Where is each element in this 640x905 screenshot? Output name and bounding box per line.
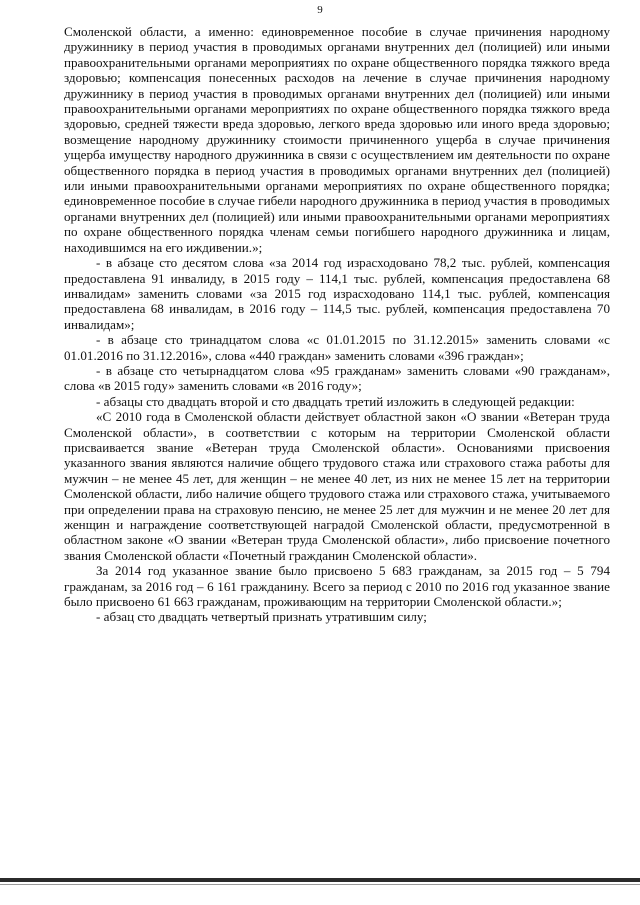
- paragraph-amendment-114: - в абзаце сто четырнадцатом слова «95 гражданам» заменить словами «90 гражданам», слова «в 2015 году» заменить словами «в 2016 году»;: [64, 362, 610, 394]
- paragraph-new-text-veteran: «С 2010 года в Смоленской области действует областной закон «О звании «Ветеран труда Смоленской области», в соответствии с которым на территории Смоленской области присваивается звание «Ветеран труда Смоленской области». Основаниями присвоения указанного звания являются наличие общего трудового стажа или страхового стажа работы для мужчин – не менее 45 лет, для женщин – не менее 40 лет, из них не менее 15 лет на территории Смоленской области, либо наличие общего трудового стажа или страхового стажа, учитываемого при определении права на страховую пенсию, не менее 25 лет для мужчин и не менее 20 лет для женщин и награждение соответствующей наградой Смоленской области, предусмотренной в областном законе «О звании «Ветеран труда Смоленской области», либо присвоение почетного звания Смоленской области «Почетный гражданин Смоленской области».: [64, 409, 610, 563]
- scan-edge-line-thin: [0, 884, 640, 885]
- paragraph-new-text-statistics: За 2014 год указанное звание было присвоено 5 683 гражданам, за 2015 год – 5 794 гражданам, за 2016 год – 6 161 гражданину. Всего за период с 2010 по 2016 год указанное звание было присвоено 61 663 гражданам, проживающим на территории Смоленской области.»;: [64, 563, 610, 610]
- page-number: 9: [317, 4, 323, 16]
- paragraph-amendment-113: - в абзаце сто тринадцатом слова «с 01.01.2015 по 31.12.2015» заменить словами «с 01.01.2016 по 31.12.2016», слова «440 граждан» заменить словами «396 граждан»;: [64, 332, 610, 363]
- scan-edge-line: [0, 878, 640, 882]
- paragraph-continuation: Смоленской области, а именно: единовременное пособие в случае причинения народному дружиннику в период участия в проводимых органами внутренних дел (полицией) или иными правоохранительными органами мероприятиях по охране общественного порядка тяжкого вреда здоровью; компенсация понесенных расходов на лечение в случае причинения народному дружиннику в период участия в проводимых органами внутренних дел (полицией) или иными правоохранительными органами мероприятиях по охране общественного порядка тяжкого вреда здоровью, средней тяжести вреда здоровью, легкого вреда здоровью или иного вреда здоровью; возмещение народному дружиннику стоимости причиненного ущерба в случае причинения ущерба имуществу народного дружинника в связи с осуществлением им деятельности по охране общественного порядка в период участия в проводимых органами внутренних дел (полицией) или иными правоохранительными органами мероприятиях по охране общественного порядка; единовременное пособие в случае гибели народного дружинника в период участия в проводимых органами внутренних дел (полицией) или иными правоохранительными органами мероприятиях по охране общественного порядка членам семьи погибшего народного дружинника и лицам, находившимся на его иждивении.»;: [64, 24, 610, 255]
- paragraph-amendment-110: - в абзаце сто десятом слова «за 2014 год израсходовано 78,2 тыс. рублей, компенсация предоставлена 91 инвалиду, в 2015 году – 114,1 тыс. рублей, компенсация предоставлена 68 инвалидам» заменить словами «за 2015 год израсходовано 114,1 тыс. рублей, компенсация предоставлена 68 инвалидам, в 2016 году – 114,5 тыс. рублей, компенсация предоставлена 70 инвалидам»;: [64, 255, 610, 332]
- paragraph-amendment-122-123: - абзацы сто двадцать второй и сто двадцать третий изложить в следующей редакции:: [96, 393, 575, 409]
- document-body: [64, 24, 610, 625]
- paragraph-amendment-124: - абзац сто двадцать четвертый признать утратившим силу;: [96, 609, 427, 625]
